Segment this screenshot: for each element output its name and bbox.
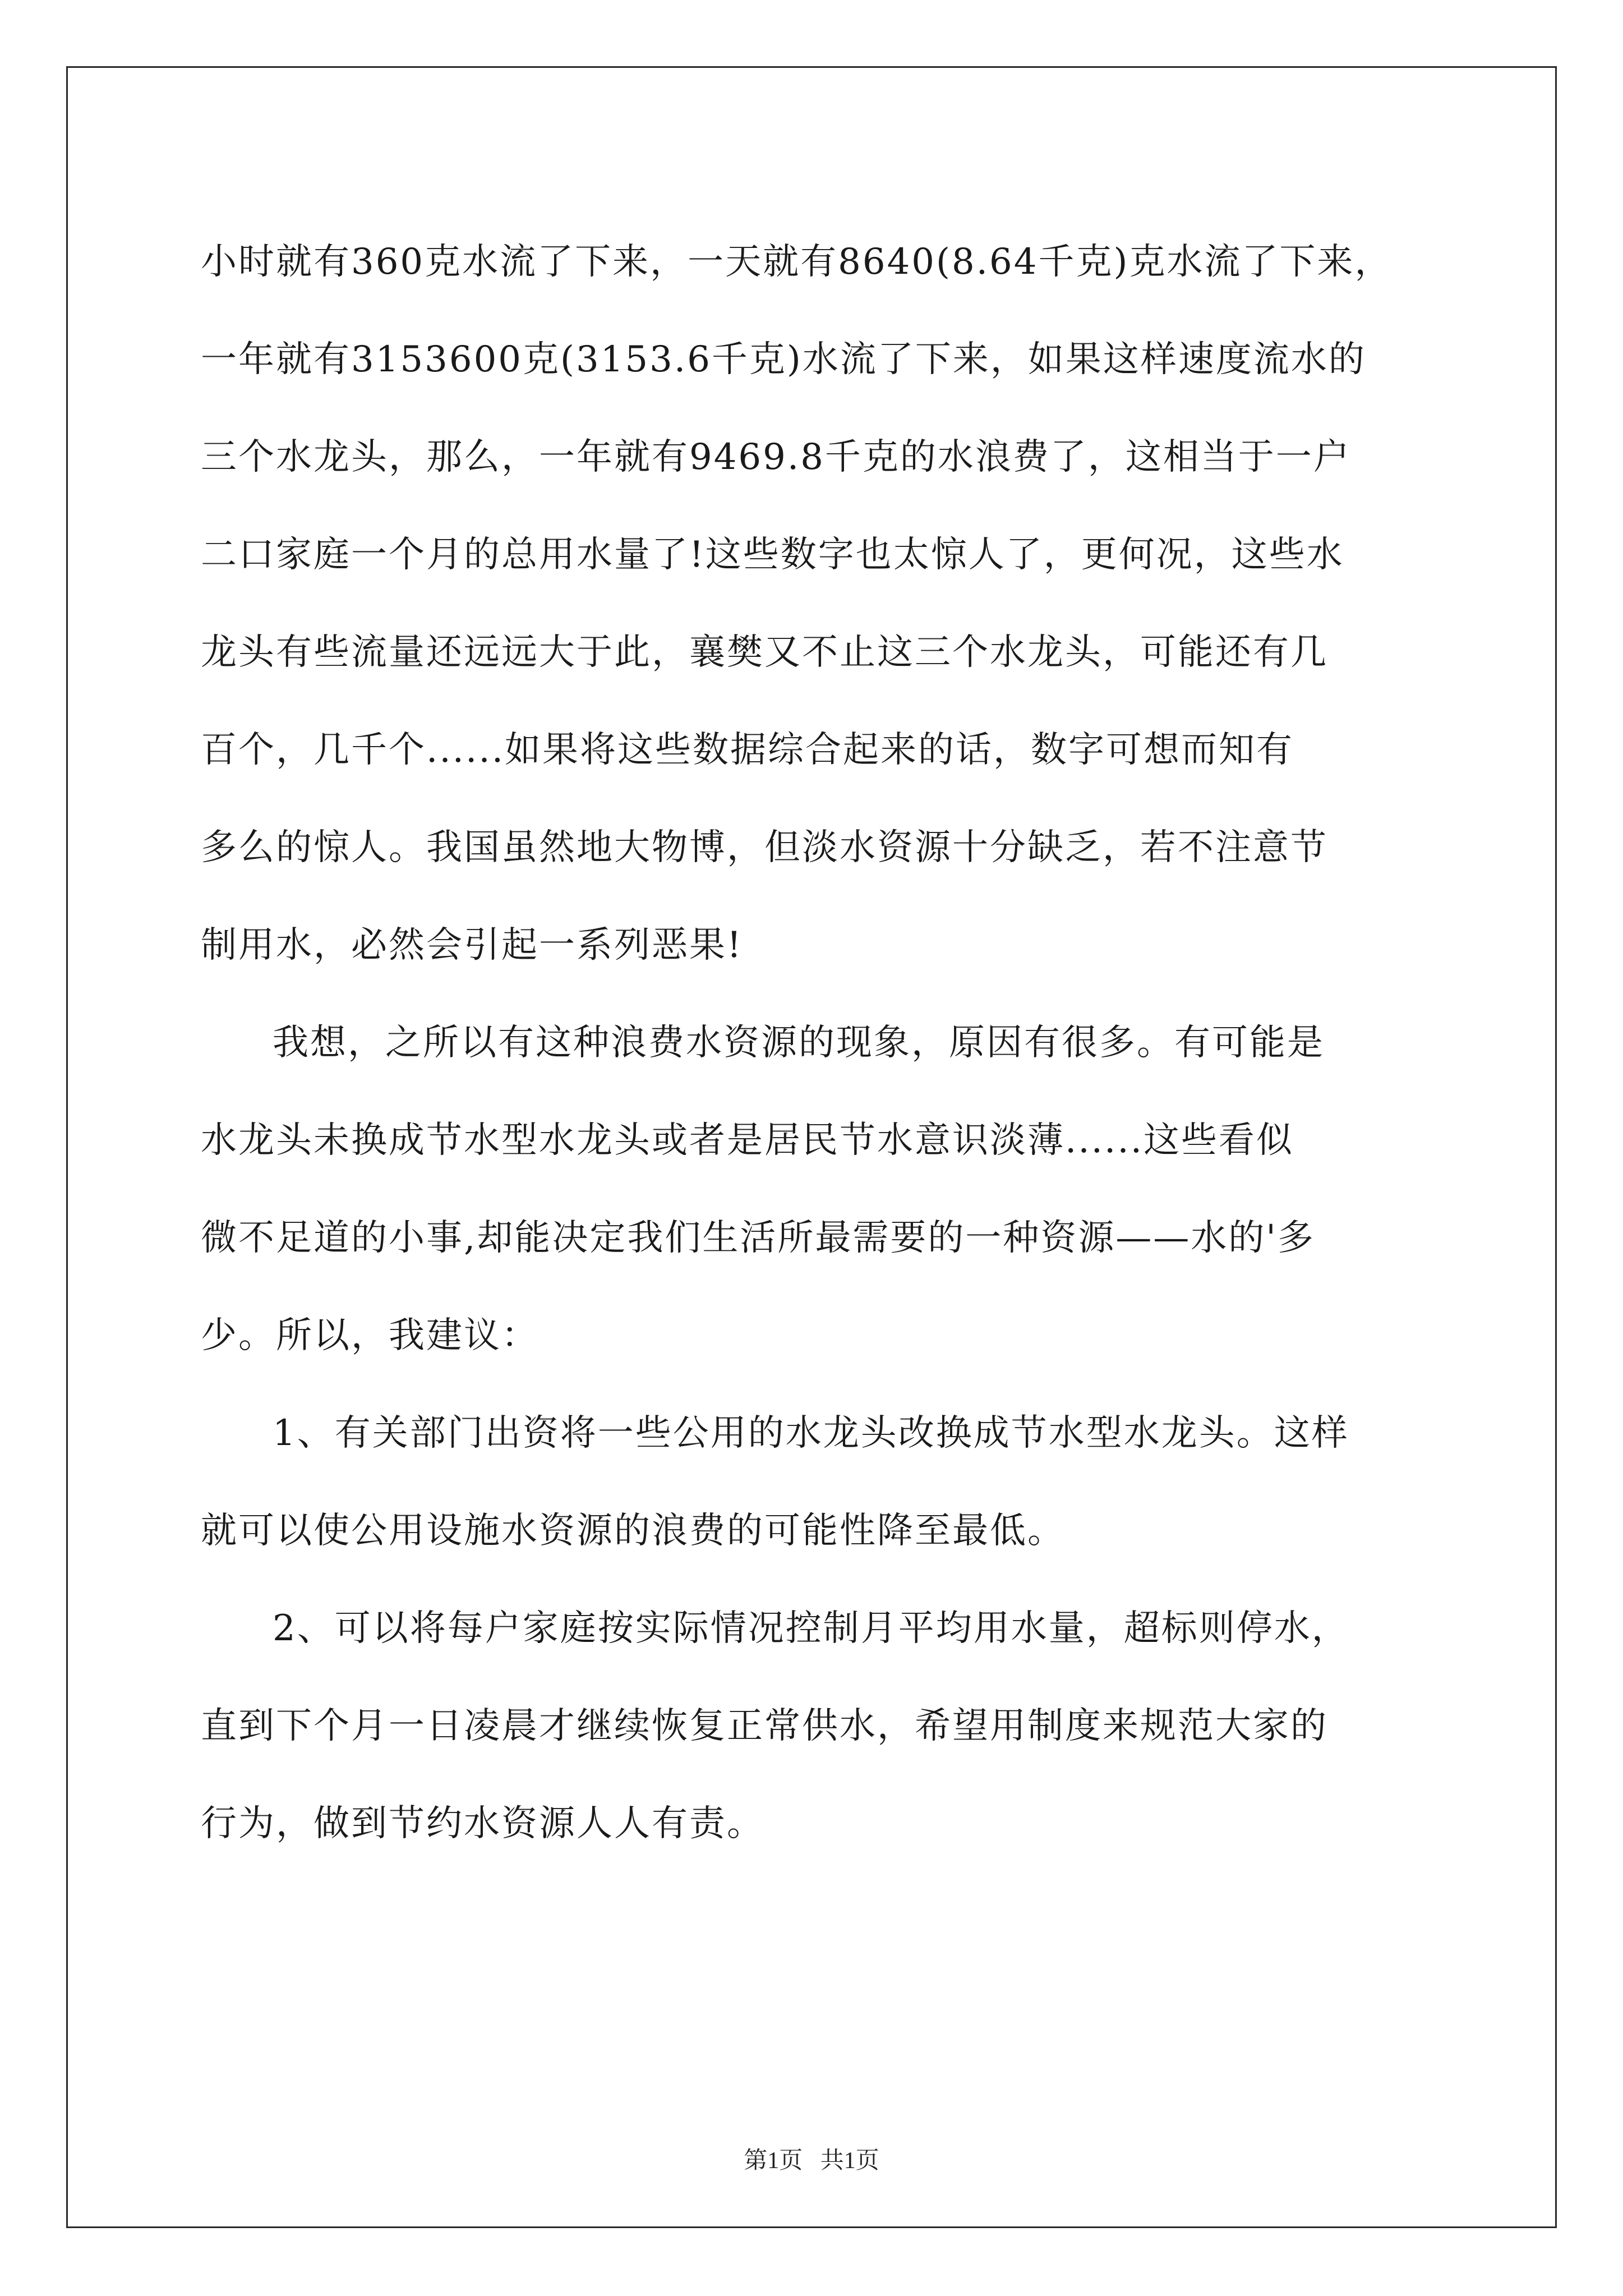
text-line: 少。所以，我建议： [201,1315,539,1356]
suggestion-2-first-line: 2、可以将每户家庭按实际情况控制月平均用水量，超标则停水， [273,1608,1349,1649]
text-line: 直到下个月一日凌晨才继续恢复正常供水，希望用制度来规范大家的 [201,1705,1328,1747]
text-line: 小时就有360克水流了下来，一天就有8640(8.64千克)克水流了下来， [201,241,1393,283]
text-line: 制用水，必然会引起一系列恶果! [201,924,743,966]
text-line: 百个，几千个......如果将这些数据综合起来的话，数字可想而知有 [201,729,1294,771]
text-line: 龙头有些流量还远远大于此，襄樊又不止这三个水龙头，可能还有几 [201,632,1328,673]
text-line: 水龙头未换成节水型水龙头或者是居民节水意识淡薄......这些看似 [201,1120,1294,1161]
page-number-footer: 第1页 共1页 [744,2148,879,2174]
text-line: 行为，做到节约水资源人人有责。 [201,1803,764,1844]
text-line: 三个水龙头，那么，一年就有9469.8千克的水浪费了，这相当于一户 [201,436,1351,478]
document-body [201,213,1435,1872]
text-line: 微不足道的小事,却能决定我们生活所最需要的一种资源——水的'多 [201,1217,1315,1259]
text-line: 二口家庭一个月的总用水量了!这些数字也太惊人了，更何况，这些水 [201,534,1344,576]
text-line: 一年就有3153600克(3153.6千克)水流了下来，如果这样速度流水的 [201,339,1366,380]
paragraph-first-line: 我想，之所以有这种浪费水资源的现象，原因有很多。有可能是 [273,1022,1325,1064]
text-line: 就可以使公用设施水资源的浪费的可能性降至最低。 [201,1510,1065,1552]
suggestion-1-first-line: 1、有关部门出资将一些公用的水龙头改换成节水型水龙头。这样 [273,1412,1349,1454]
text-line: 多么的惊人。我国虽然地大物博，但淡水资源十分缺乏，若不注意节 [201,827,1328,868]
